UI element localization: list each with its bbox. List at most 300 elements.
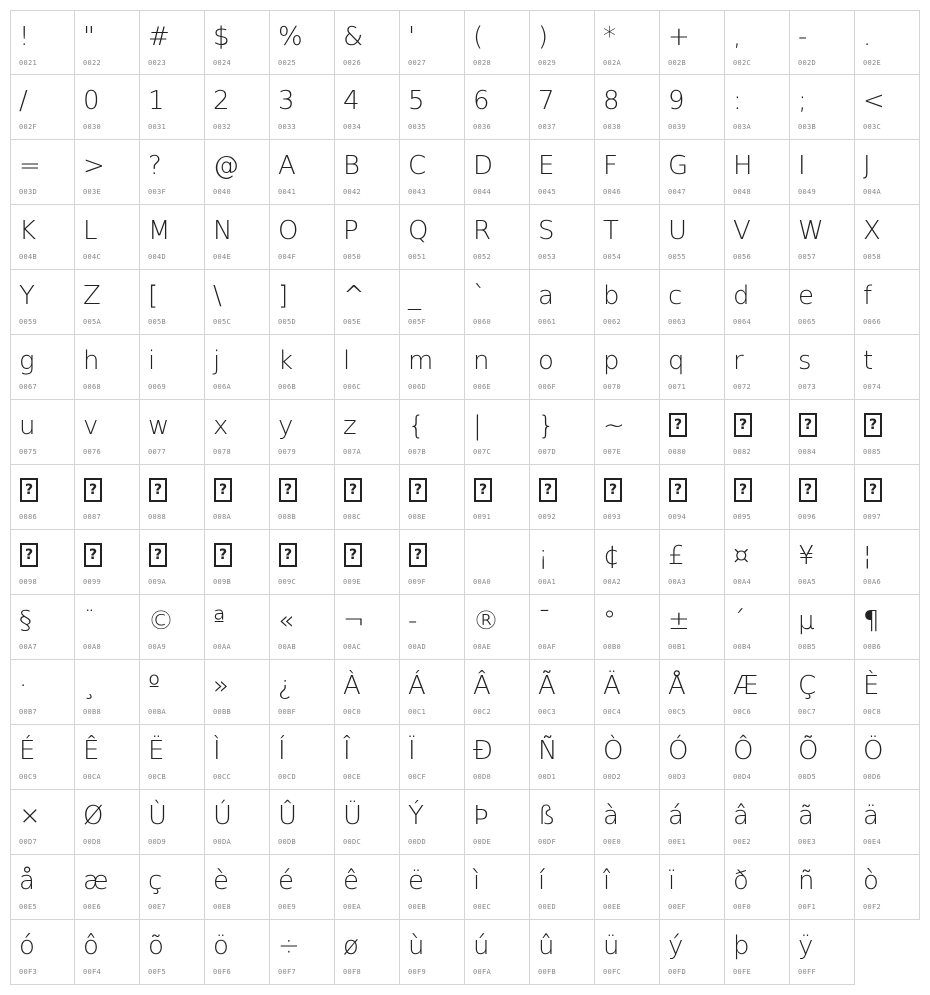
glyph-code: 0091	[473, 513, 492, 521]
glyph-cell	[595, 660, 660, 725]
glyph-code: 0062	[603, 318, 622, 326]
glyph-code: 00D8	[83, 838, 102, 846]
glyph-cell	[790, 855, 855, 920]
glyph-code: 009F	[408, 578, 427, 586]
glyph-cell	[335, 205, 400, 270]
glyph-cell	[270, 530, 335, 595]
glyph-code: 0047	[668, 188, 687, 196]
glyph-code: 0052	[473, 253, 492, 261]
glyph-char: [	[148, 281, 159, 311]
glyph-char: a	[538, 281, 554, 311]
missing-glyph-icon: ?	[214, 478, 232, 502]
glyph-code: 00C9	[19, 773, 38, 781]
glyph-char: á	[668, 801, 684, 831]
glyph-cell	[205, 725, 270, 790]
glyph-cell	[790, 790, 855, 855]
glyph-char: (	[473, 22, 484, 52]
missing-glyph-icon: ?	[864, 478, 882, 502]
glyph-char: ð	[733, 866, 749, 896]
glyph-cell	[270, 205, 335, 270]
glyph-cell	[75, 270, 140, 335]
glyph-char: -	[798, 22, 808, 52]
glyph-char: ì	[473, 866, 481, 896]
glyph-cell	[400, 660, 465, 725]
glyph-char: &	[343, 22, 364, 52]
glyph-code: 00E5	[19, 903, 38, 911]
glyph-code: 0074	[863, 383, 882, 391]
glyph-cell	[335, 660, 400, 725]
glyph-cell	[400, 270, 465, 335]
glyph-char: o	[538, 346, 554, 376]
glyph-code: 00DC	[343, 838, 362, 846]
glyph-code: 0021	[19, 59, 38, 67]
glyph-cell	[205, 855, 270, 920]
glyph-code: 0066	[863, 318, 882, 326]
glyph-code: 004F	[278, 253, 297, 261]
glyph-code: 00B7	[19, 708, 38, 716]
glyph-code: 00F8	[343, 968, 362, 976]
glyph-char: ö	[213, 931, 229, 961]
glyph-char: Ö	[863, 736, 884, 766]
glyph-char: ú	[473, 931, 490, 961]
glyph-code: 0086	[19, 513, 38, 521]
glyph-char: î	[603, 866, 611, 896]
glyph-code: 00E6	[83, 903, 102, 911]
glyph-char: Ï	[408, 736, 416, 766]
glyph-char: ´	[733, 606, 746, 636]
glyph-cell	[10, 205, 75, 270]
glyph-char: ¥	[798, 541, 815, 571]
glyph-cell	[75, 10, 140, 75]
glyph-code: 0065	[798, 318, 817, 326]
glyph-cell	[75, 595, 140, 660]
glyph-cell	[595, 790, 660, 855]
glyph-code: 00C5	[668, 708, 687, 716]
glyph-cell	[595, 270, 660, 335]
glyph-code: 00C1	[408, 708, 427, 716]
glyph-cell	[530, 140, 595, 205]
glyph-cell	[400, 10, 465, 75]
glyph-cell	[75, 205, 140, 270]
glyph-code: 005B	[148, 318, 167, 326]
glyph-char: W	[798, 216, 824, 246]
glyph-cell	[75, 920, 140, 985]
glyph-code: 0095	[733, 513, 752, 521]
glyph-cell	[790, 140, 855, 205]
glyph-cell	[140, 725, 205, 790]
glyph-char: ]	[278, 281, 289, 311]
missing-glyph-icon: ?	[149, 543, 167, 567]
glyph-code: 0099	[83, 578, 102, 586]
glyph-cell	[335, 855, 400, 920]
glyph-cell	[335, 530, 400, 595]
glyph-code: 00E3	[798, 838, 817, 846]
glyph-code: 00A5	[798, 578, 817, 586]
glyph-char: É	[19, 736, 36, 766]
glyph-code: 00F1	[798, 903, 817, 911]
glyph-char: ä	[863, 801, 879, 831]
glyph-code: 007D	[538, 448, 557, 456]
glyph-cell	[335, 10, 400, 75]
glyph-cell	[205, 10, 270, 75]
glyph-cell	[790, 595, 855, 660]
glyph-code: 00EF	[668, 903, 687, 911]
glyph-code: 00AB	[278, 643, 297, 651]
glyph-char: §	[19, 606, 32, 636]
glyph-code: 0055	[668, 253, 687, 261]
glyph-code: 004A	[863, 188, 882, 196]
glyph-char: Ù	[148, 801, 168, 831]
glyph-cell	[140, 205, 205, 270]
glyph-char: é	[278, 866, 294, 896]
glyph-cell	[465, 75, 530, 140]
glyph-code: 005D	[278, 318, 297, 326]
glyph-cell	[725, 75, 790, 140]
glyph-cell	[595, 140, 660, 205]
glyph-char: I	[798, 151, 806, 181]
missing-glyph-icon: ?	[734, 478, 752, 502]
glyph-code: 00A4	[733, 578, 752, 586]
glyph-cell	[205, 530, 270, 595]
glyph-cell	[725, 920, 790, 985]
glyph-char: Ñ	[538, 736, 558, 766]
glyph-char: $	[213, 22, 230, 52]
glyph-cell	[205, 920, 270, 985]
glyph-char: ¿	[278, 671, 292, 701]
glyph-char: ô	[83, 931, 99, 961]
glyph-cell	[140, 920, 205, 985]
glyph-cell	[725, 270, 790, 335]
glyph-cell	[530, 205, 595, 270]
glyph-char: 4	[343, 86, 360, 116]
glyph-cell	[270, 725, 335, 790]
glyph-code: 00BF	[278, 708, 297, 716]
glyph-char: ï	[668, 866, 676, 896]
glyph-cell	[660, 335, 725, 400]
glyph-code: 00EC	[473, 903, 492, 911]
glyph-cell	[335, 790, 400, 855]
glyph-code: 002C	[733, 59, 752, 67]
glyph-cell	[75, 725, 140, 790]
glyph-cell	[595, 10, 660, 75]
glyph-code: 007E	[603, 448, 622, 456]
glyph-cell	[270, 595, 335, 660]
glyph-cell	[725, 855, 790, 920]
glyph-code: 006E	[473, 383, 492, 391]
glyph-cell	[660, 920, 725, 985]
glyph-code: 0092	[538, 513, 557, 521]
glyph-char: e	[798, 281, 814, 311]
glyph-char: æ	[83, 866, 109, 896]
glyph-char: Î	[343, 736, 351, 766]
glyph-char: 7	[538, 86, 555, 116]
glyph-cell	[465, 790, 530, 855]
glyph-code: 00CE	[343, 773, 362, 781]
glyph-char: :	[733, 86, 742, 116]
glyph-char: /	[19, 86, 28, 116]
glyph-cell	[790, 660, 855, 725]
glyph-code: 003E	[83, 188, 102, 196]
glyph-cell	[660, 205, 725, 270]
glyph-cell	[855, 855, 920, 920]
glyph-cell	[270, 855, 335, 920]
glyph-code: 009C	[278, 578, 297, 586]
glyph-cell	[10, 465, 75, 530]
missing-glyph-icon: ?	[279, 478, 297, 502]
glyph-char: Ø	[83, 801, 104, 831]
glyph-code: 003A	[733, 123, 752, 131]
glyph-code: 00FD	[668, 968, 687, 976]
glyph-char: ,	[733, 22, 742, 52]
glyph-char: d	[733, 281, 750, 311]
glyph-char: q	[668, 346, 685, 376]
glyph-char: S	[538, 216, 555, 246]
glyph-cell	[790, 335, 855, 400]
glyph-code: 0071	[668, 383, 687, 391]
glyph-cell	[725, 10, 790, 75]
glyph-cell	[10, 335, 75, 400]
glyph-code: 0042	[343, 188, 362, 196]
glyph-cell	[205, 205, 270, 270]
glyph-code: 0048	[733, 188, 752, 196]
glyph-code: 0024	[213, 59, 232, 67]
glyph-code: 0022	[83, 59, 102, 67]
glyph-cell	[465, 465, 530, 530]
glyph-char: p	[603, 346, 620, 376]
glyph-cell	[465, 205, 530, 270]
glyph-char: Û	[278, 801, 298, 831]
glyph-char: M	[148, 216, 171, 246]
glyph-cell	[725, 140, 790, 205]
glyph-code: 0040	[213, 188, 232, 196]
glyph-cell	[10, 530, 75, 595]
glyph-cell	[660, 10, 725, 75]
glyph-code: 00B8	[83, 708, 102, 716]
glyph-cell	[270, 660, 335, 725]
glyph-cell	[465, 400, 530, 465]
glyph-code: 00D2	[603, 773, 622, 781]
glyph-cell	[10, 855, 75, 920]
glyph-char: í	[538, 866, 546, 896]
glyph-char: #	[148, 22, 170, 52]
glyph-char: x	[213, 411, 229, 441]
glyph-char: V	[733, 216, 751, 246]
glyph-char: ÷	[278, 931, 300, 961]
glyph-cell	[725, 205, 790, 270]
glyph-char: ß	[538, 801, 556, 831]
glyph-code: 00F5	[148, 968, 167, 976]
glyph-grid	[10, 10, 920, 985]
glyph-code: 0033	[278, 123, 297, 131]
glyph-char: 8	[603, 86, 620, 116]
missing-glyph-icon: ?	[344, 543, 362, 567]
glyph-code: 005F	[408, 318, 427, 326]
glyph-code: 00A9	[148, 643, 167, 651]
glyph-code: 00E9	[278, 903, 297, 911]
glyph-cell	[855, 660, 920, 725]
glyph-code: 0044	[473, 188, 492, 196]
glyph-char: ý	[668, 931, 684, 961]
glyph-cell	[270, 790, 335, 855]
glyph-cell	[205, 465, 270, 530]
glyph-cell	[855, 205, 920, 270]
glyph-code: 00ED	[538, 903, 557, 911]
glyph-char: Ú	[213, 801, 233, 831]
glyph-cell	[855, 595, 920, 660]
glyph-char: Ý	[408, 801, 424, 831]
glyph-char: O	[278, 216, 299, 246]
glyph-code: 00D7	[19, 838, 38, 846]
missing-glyph-icon: ?	[84, 478, 102, 502]
glyph-char: ¦	[863, 541, 872, 571]
glyph-code: 004E	[213, 253, 232, 261]
glyph-char: j	[213, 346, 221, 376]
glyph-code: 00A7	[19, 643, 38, 651]
glyph-char: å	[19, 866, 35, 896]
glyph-code: 00F4	[83, 968, 102, 976]
glyph-code: 00CD	[278, 773, 297, 781]
glyph-char: m	[408, 346, 434, 376]
glyph-cell	[140, 660, 205, 725]
glyph-cell	[855, 335, 920, 400]
glyph-code: 0096	[798, 513, 817, 521]
glyph-char: Ð	[473, 736, 494, 766]
missing-glyph-icon: ?	[20, 478, 38, 502]
glyph-cell	[725, 530, 790, 595]
glyph-code: 009A	[148, 578, 167, 586]
glyph-char: ¬	[343, 606, 365, 636]
glyph-code: 0075	[19, 448, 38, 456]
glyph-char: c	[668, 281, 683, 311]
glyph-code: 0063	[668, 318, 687, 326]
glyph-code: 00C7	[798, 708, 817, 716]
glyph-code: 00F3	[19, 968, 38, 976]
glyph-char: )	[538, 22, 549, 52]
glyph-code: 00D4	[733, 773, 752, 781]
glyph-cell	[205, 140, 270, 205]
glyph-code: 009E	[343, 578, 362, 586]
glyph-code: 002A	[603, 59, 622, 67]
glyph-code: 00A0	[473, 578, 492, 586]
glyph-char: K	[19, 216, 37, 246]
glyph-code: 007A	[343, 448, 362, 456]
glyph-cell	[530, 595, 595, 660]
glyph-cell	[205, 790, 270, 855]
glyph-char: 3	[278, 86, 295, 116]
glyph-cell	[140, 595, 205, 660]
missing-glyph-icon: ?	[604, 478, 622, 502]
glyph-cell	[270, 140, 335, 205]
glyph-cell	[270, 10, 335, 75]
glyph-code: 00FE	[733, 968, 752, 976]
glyph-code: 00DB	[278, 838, 297, 846]
glyph-cell	[660, 465, 725, 530]
glyph-cell	[530, 660, 595, 725]
glyph-char: %	[278, 22, 303, 52]
glyph-code: 00C2	[473, 708, 492, 716]
glyph-code: 00B0	[603, 643, 622, 651]
missing-glyph-icon: ?	[669, 478, 687, 502]
glyph-char: ©	[148, 606, 174, 636]
glyph-char: P	[343, 216, 359, 246]
glyph-char: T	[603, 216, 619, 246]
missing-glyph-icon: ?	[539, 478, 557, 502]
glyph-code: 0079	[278, 448, 297, 456]
glyph-cell	[335, 465, 400, 530]
glyph-char: ;	[798, 86, 807, 116]
glyph-cell	[140, 75, 205, 140]
glyph-char: ã	[798, 801, 814, 831]
glyph-char: B	[343, 151, 361, 181]
glyph-char: ê	[343, 866, 359, 896]
glyph-char: U	[668, 216, 688, 246]
glyph-char: È	[863, 671, 880, 701]
glyph-code: 009B	[213, 578, 232, 586]
glyph-char: Ò	[603, 736, 624, 766]
glyph-char: u	[19, 411, 36, 441]
glyph-code: 0084	[798, 448, 817, 456]
glyph-code: 0059	[19, 318, 38, 326]
glyph-char: Y	[19, 281, 35, 311]
glyph-char: F	[603, 151, 618, 181]
glyph-code: 00D1	[538, 773, 557, 781]
glyph-char: ò	[863, 866, 879, 896]
glyph-cell	[855, 270, 920, 335]
glyph-char: z	[343, 411, 357, 441]
glyph-code: 00A8	[83, 643, 102, 651]
glyph-code: 00DA	[213, 838, 232, 846]
glyph-cell	[660, 725, 725, 790]
glyph-code: 0085	[863, 448, 882, 456]
glyph-char: Ó	[668, 736, 689, 766]
glyph-code: 0051	[408, 253, 427, 261]
glyph-code: 007B	[408, 448, 427, 456]
glyph-char: ®	[473, 606, 499, 636]
glyph-cell	[140, 530, 205, 595]
glyph-char: ?	[148, 151, 162, 181]
glyph-code: 00F0	[733, 903, 752, 911]
glyph-char: Ç	[798, 671, 817, 701]
glyph-cell	[140, 465, 205, 530]
glyph-code: 00DE	[473, 838, 492, 846]
glyph-code: 00A3	[668, 578, 687, 586]
glyph-code: 00E0	[603, 838, 622, 846]
glyph-code: 0053	[538, 253, 557, 261]
glyph-char: '	[408, 22, 416, 52]
glyph-code: 0056	[733, 253, 752, 261]
glyph-cell	[335, 920, 400, 985]
glyph-char: ±	[668, 606, 690, 636]
glyph-char: *	[603, 22, 616, 52]
glyph-code: 008C	[343, 513, 362, 521]
glyph-char: Æ	[733, 671, 759, 701]
glyph-code: 0037	[538, 123, 557, 131]
glyph-cell	[855, 530, 920, 595]
glyph-cell	[400, 205, 465, 270]
glyph-code: 00CB	[148, 773, 167, 781]
missing-glyph-icon: ?	[149, 478, 167, 502]
missing-glyph-icon: ?	[669, 413, 687, 437]
glyph-char: E	[538, 151, 555, 181]
glyph-code: 00AA	[213, 643, 232, 651]
glyph-code: 00BB	[213, 708, 232, 716]
glyph-code: 0049	[798, 188, 817, 196]
glyph-cell	[725, 465, 790, 530]
glyph-char: }	[538, 411, 555, 441]
glyph-char: v	[83, 411, 99, 441]
glyph-char: à	[603, 801, 619, 831]
glyph-char: <	[863, 86, 885, 116]
